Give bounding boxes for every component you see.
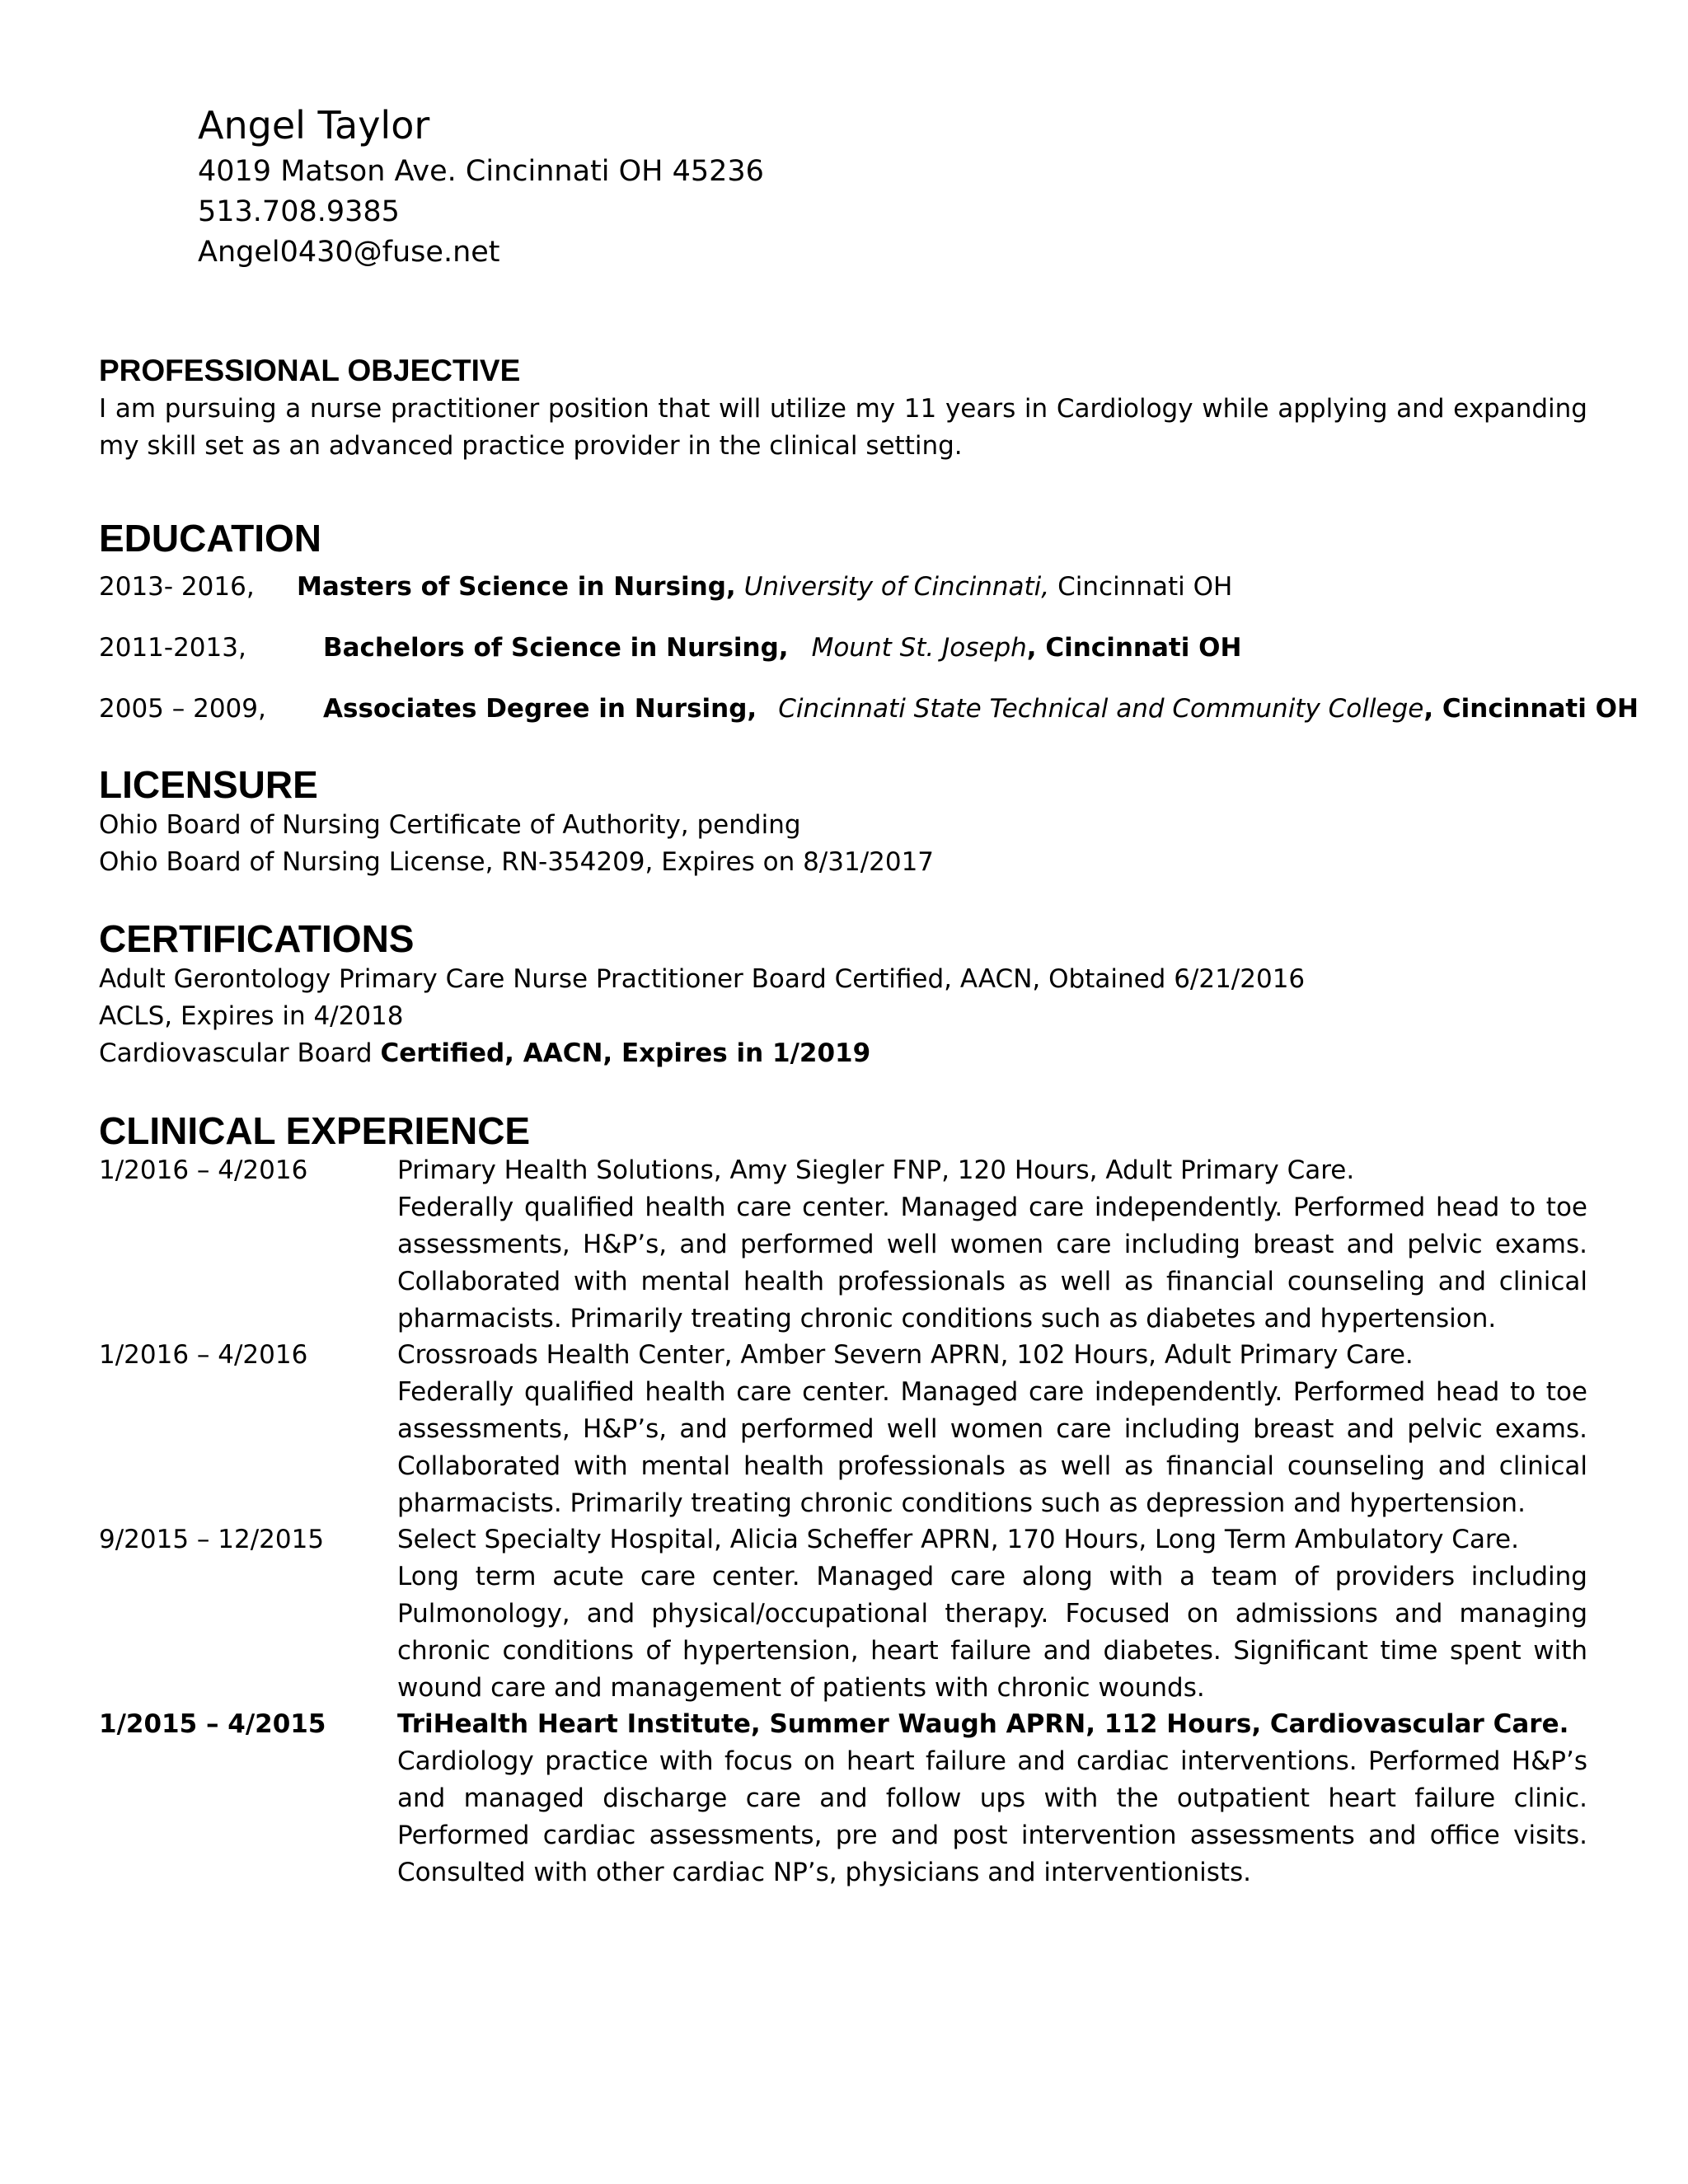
experience-description: Long term acute care center. Managed care along with a team of providers including Pulmonology, and physical/occupational therapy. Focused on admissions and managing chronic conditions of hypertension, heart failure and diabetes. Significant time spent with wound care and management of patients with chronic wounds. xyxy=(397,1562,1587,1703)
experience-description: Cardiology practice with focus on heart failure and cardiac interventions. Performed H&P’s and managed discharge care and follow ups with the outpatient heart failure clinic. Performed cardiac assessments, pre and post intervention assessments and office visits. Consulted with other cardiac NP’s, physicians and interventionists. xyxy=(397,1746,1587,1887)
experience-dates: 1/2016 – 4/2016 xyxy=(99,1155,308,1185)
experience-dates: 1/2016 – 4/2016 xyxy=(99,1340,308,1370)
certification-line: Adult Gerontology Primary Care Nurse Practitioner Board Certified, AACN, Obtained 6/21/2016 xyxy=(99,964,1306,994)
education-degree: Bachelors of Science in Nursing, xyxy=(323,633,789,663)
experience-entry xyxy=(99,1152,1587,1338)
objective-heading: PROFESSIONAL OBJECTIVE xyxy=(99,354,521,387)
education-heading: EDUCATION xyxy=(99,517,322,560)
certification-line: ACLS, Expires in 4/2018 xyxy=(99,1001,404,1031)
experience-entry xyxy=(99,1337,1587,1522)
education-degree: Associates Degree in Nursing, xyxy=(323,694,757,724)
licensure-line: Ohio Board of Nursing License, RN-354209, Expires on 8/31/2017 xyxy=(99,847,935,877)
applicant-name: Angel Taylor xyxy=(198,103,430,148)
certifications-heading: CERTIFICATIONS xyxy=(99,917,415,960)
certification-details: Certified, AACN, Expires in 1/2019 xyxy=(380,1038,871,1068)
education-school: Cincinnati State Technical and Community College xyxy=(778,694,1424,724)
education-entry xyxy=(99,692,1639,725)
experience-entry xyxy=(99,1521,1587,1707)
experience-title: Crossroads Health Center, Amber Severn APRN, 102 Hours, Adult Primary Care. xyxy=(397,1340,1414,1370)
phone-number: 513.708.9385 xyxy=(198,195,400,228)
experience-heading: CLINICAL EXPERIENCE xyxy=(99,1109,531,1152)
education-years: 2013- 2016, xyxy=(99,572,255,602)
experience-title: Select Specialty Hospital, Alicia Scheffer APRN, 170 Hours, Long Term Ambulatory Care. xyxy=(397,1525,1519,1554)
experience-description: Federally qualified health care center. Managed care independently. Performed head to toe assessments, H&P’s, and performed well women care including breast and pelvic exams. Collaborated with mental health professionals as well as financial counseling and clinical pharmacists. Primarily treating chronic conditions such as diabetes and hypertension. xyxy=(397,1193,1587,1333)
education-heading-wrap xyxy=(99,516,1587,560)
education-location: Cincinnati OH xyxy=(1057,572,1233,602)
objective-text: I am pursuing a nurse practitioner position that will utilize my 11 years in Cardiology while applying and expanding my skill set as an advanced practice provider in the clinical setting. xyxy=(99,394,1587,461)
education-entry xyxy=(99,631,1241,664)
objective-section xyxy=(99,353,1587,465)
experience-dates: 1/2015 – 4/2015 xyxy=(99,1709,326,1739)
certifications-section xyxy=(99,916,1587,1072)
licensure-heading: LICENSURE xyxy=(99,763,318,806)
experience-dates: 9/2015 – 12/2015 xyxy=(99,1525,325,1554)
education-degree: Masters of Science in Nursing, xyxy=(297,572,736,602)
licensure-section xyxy=(99,762,1587,881)
education-school: Mount St. Joseph xyxy=(811,633,1027,663)
email-address: Angel0430@fuse.net xyxy=(198,236,500,269)
certification-name: Cardiovascular Board xyxy=(99,1038,381,1068)
education-school: University of Cincinnati, xyxy=(743,572,1050,602)
education-location: , Cincinnati OH xyxy=(1423,694,1639,724)
experience-title: Primary Health Solutions, Amy Siegler FNP, 120 Hours, Adult Primary Care. xyxy=(397,1155,1355,1185)
education-years: 2005 – 2009, xyxy=(99,694,266,724)
contact-header xyxy=(198,99,764,273)
experience-description: Federally qualified health care center. Managed care independently. Performed head to toe assessments, H&P’s, and performed well women care including breast and pelvic exams. Collaborated with mental health professionals as well as financial counseling and clinical pharmacists. Primarily treating chronic conditions such as depression and hypertension. xyxy=(397,1377,1587,1518)
education-entry xyxy=(99,570,1232,603)
licensure-line: Ohio Board of Nursing Certificate of Authority, pending xyxy=(99,810,801,840)
experience-title: TriHealth Heart Institute, Summer Waugh APRN, 112 Hours, Cardiovascular Care. xyxy=(397,1709,1569,1739)
education-years: 2011-2013, xyxy=(99,633,246,663)
experience-heading-wrap xyxy=(99,1108,1587,1153)
experience-entry xyxy=(99,1706,1587,1891)
address: 4019 Matson Ave. Cincinnati OH 45236 xyxy=(198,155,764,188)
certification-line xyxy=(99,1035,1587,1072)
education-location: , Cincinnati OH xyxy=(1026,633,1242,663)
